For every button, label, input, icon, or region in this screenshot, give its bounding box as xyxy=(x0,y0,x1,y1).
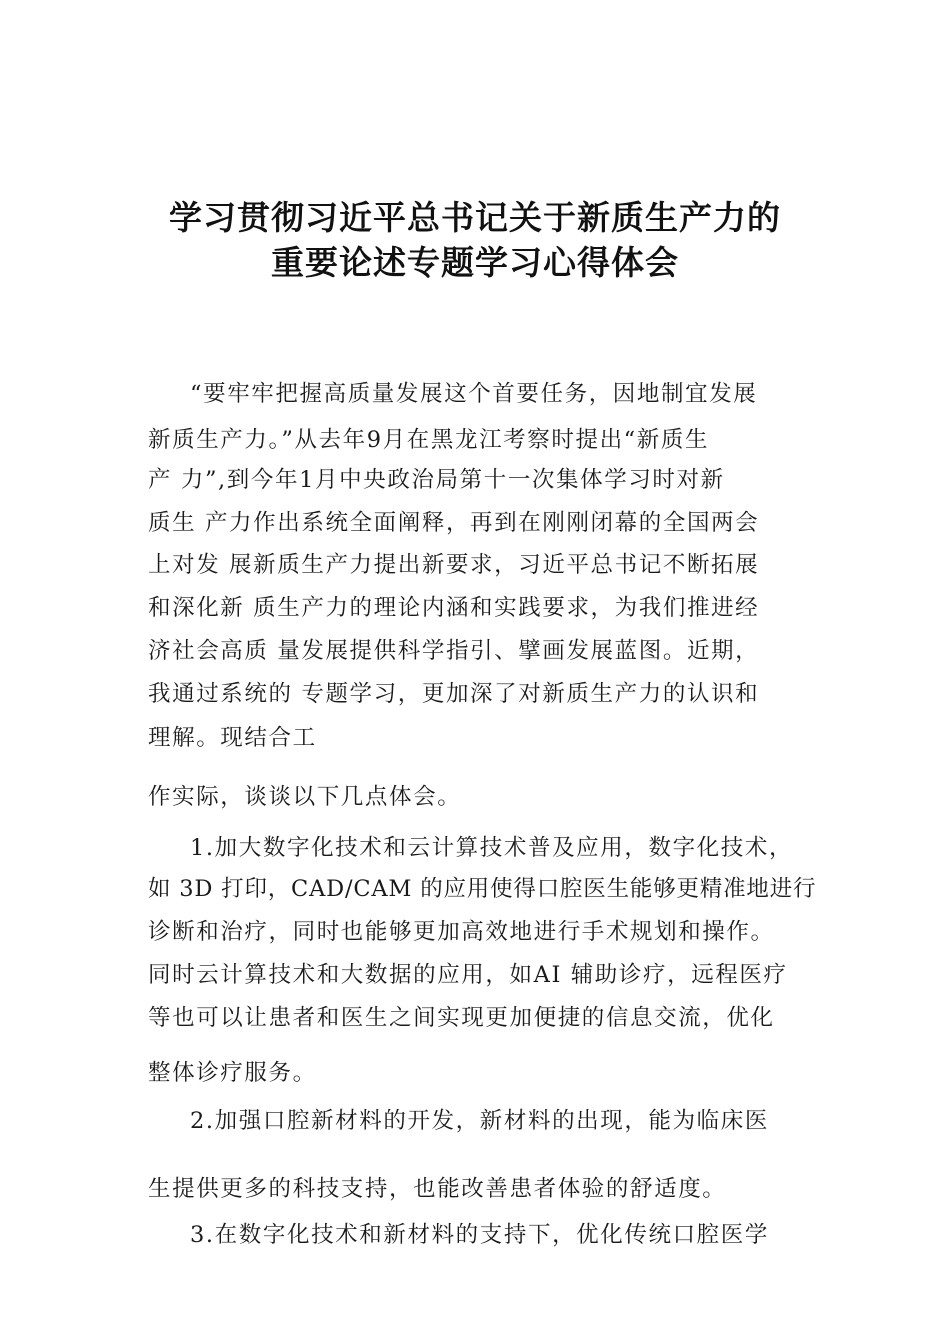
body-line: 1.加大数字化技术和云计算技术普及应用，数字化技术， xyxy=(190,835,794,861)
body-line: 3.在数字化技术和新材料的支持下，优化传统口腔医学 xyxy=(190,1222,769,1248)
body-line: 生提供更多的科技支持，也能改善患者体验的舒适度。 xyxy=(148,1176,727,1202)
body-line: “要牢牢把握高质量发展这个首要任务，因地制宜发展 xyxy=(190,381,758,407)
body-line: 产 力”,到今年1月中央政治局第十一次集体学习时对新 xyxy=(148,467,725,493)
body-line: 作实际，谈谈以下几点体会。 xyxy=(148,784,462,810)
body-line: 新质生产力。”从去年9月在黑龙江考察时提出“新质生 xyxy=(148,427,710,453)
body-line: 质生 产力作出系统全面阐释，再到在刚刚闭幕的全国两会 xyxy=(148,510,760,536)
body-line: 理解。现结合工 xyxy=(148,725,317,751)
body-line: 和深化新 质生产力的理论内涵和实践要求，为我们推进经 xyxy=(148,595,760,621)
body-line: 同时云计算技术和大数据的应用，如AI 辅助诊疗，远程医疗 xyxy=(148,962,788,988)
document-title-line-1: 学习贯彻习近平总书记关于新质生产力的 xyxy=(169,198,781,237)
body-line: 济社会高质 量发展提供科学指引、擘画发展蓝图。近期， xyxy=(148,638,760,664)
body-line: 我通过系统的 专题学习，更加深了对新质生产力的认识和 xyxy=(148,681,760,707)
body-line: 整体诊疗服务。 xyxy=(148,1060,317,1086)
body-line: 等也可以让患者和医生之间实现更加便捷的信息交流，优化 xyxy=(148,1005,775,1031)
body-line: 诊断和治疗，同时也能够更加高效地进行手术规划和操作。 xyxy=(148,919,775,945)
body-line: 如 3D 打印，CAD/CAM 的应用使得口腔医生能够更精准地进行 xyxy=(148,876,817,902)
body-line: 2.加强口腔新材料的开发，新材料的出现，能为临床医 xyxy=(190,1108,769,1134)
body-line: 上对发 展新质生产力提出新要求，习近平总书记不断拓展 xyxy=(148,552,760,578)
document-title-line-2: 重要论述专题学习心得体会 xyxy=(271,243,679,282)
